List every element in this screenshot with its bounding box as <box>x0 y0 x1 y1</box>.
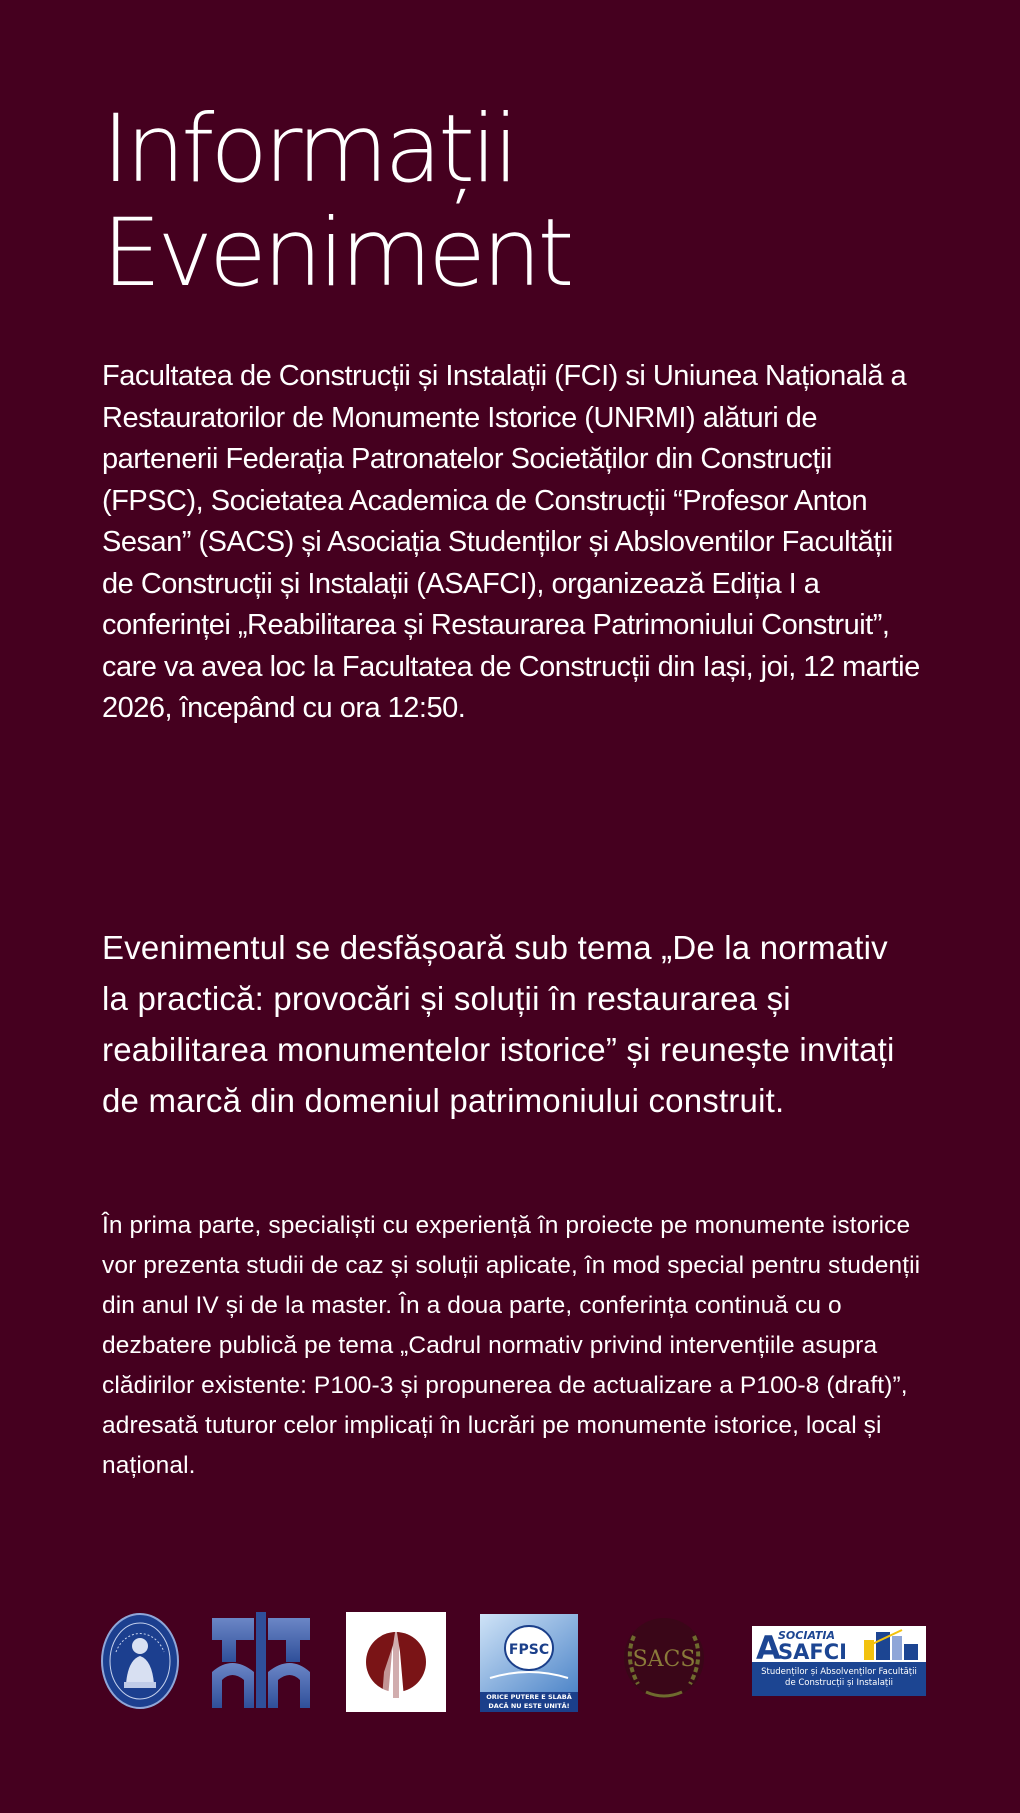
university-seal-logo <box>100 1612 180 1710</box>
asafci-logo <box>752 1626 926 1696</box>
partner-logos-row <box>0 1606 1020 1716</box>
svg-text:A: A <box>756 1629 781 1662</box>
page-title-line-1: Informații <box>102 95 516 204</box>
sacs-logo-name: SACS <box>632 1647 696 1672</box>
fpsc-motto <box>480 1692 578 1712</box>
fpsc-logo-name: FPSC <box>508 1642 550 1658</box>
page-title <box>102 95 571 308</box>
faculty-logo <box>210 1610 312 1710</box>
asafci-prefix: SOCIATIA <box>778 1629 836 1642</box>
fpsc-motto-line-1: ORICE PUTERE E SLABĂ <box>486 1693 572 1701</box>
asafci-name: SAFCI <box>778 1640 847 1662</box>
unrmi-logo <box>346 1612 446 1712</box>
asafci-subtitle-line-2: de Construcții și Instalații <box>785 1678 893 1688</box>
intro-paragraph: Facultatea de Construcții și Instalații (FCI) si Uniunea Națională a Restauratorilor de Monumente Istorice (UNRMI) alături de partenerii Federația Patronatelor Societăților din Construcții (FPSC), Societatea Academica de Construcții “Profesor Anton Sesan” (SACS) și Asociația Studenților și Absloventilor Facultății de Construcții și Instalații (ASAFCI), organizează Ediția I a conferinței „Reabilitarea și Restaurarea Patrimoniului Construit”, care va avea loc la Facultatea de Construcții din Iași, joi, 12 martie 2026, începând cu ora 12:50. <box>102 360 920 724</box>
fpsc-motto-line-2: DACĂ NU ESTE UNITĂ! <box>488 1702 570 1710</box>
asafci-subtitle <box>752 1662 926 1696</box>
sacs-logo <box>612 1606 716 1710</box>
theme-paragraph: Evenimentul se desfășoară sub tema „De la normativ la practică: provocări și soluții în restaurarea și reabilitarea monumentelor istorice” și reunește invitați de marcă din domeniul patrimoniului construit. <box>102 929 895 1119</box>
asafci-subtitle-line-1: Studenților și Absolvenților Facultății <box>761 1667 917 1677</box>
fpsc-logo <box>480 1614 578 1712</box>
details-paragraph: În prima parte, specialiști cu experiență în proiecte pe monumente istorice vor prezenta studii de caz și soluții aplicate, în mod special pentru studenții din anul IV și de la master. În a doua parte, conferința continuă cu o dezbatere publică pe tema „Cadrul normativ privind intervențiile asupra clădirilor existente: P100-3 și propunerea de actualizare a P100-8 (draft)”, adresată tuturor celor implicați în lucrări pe monumente istorice, local și național. <box>102 1212 921 1479</box>
page-title-line-2: Eveniment <box>102 199 571 308</box>
